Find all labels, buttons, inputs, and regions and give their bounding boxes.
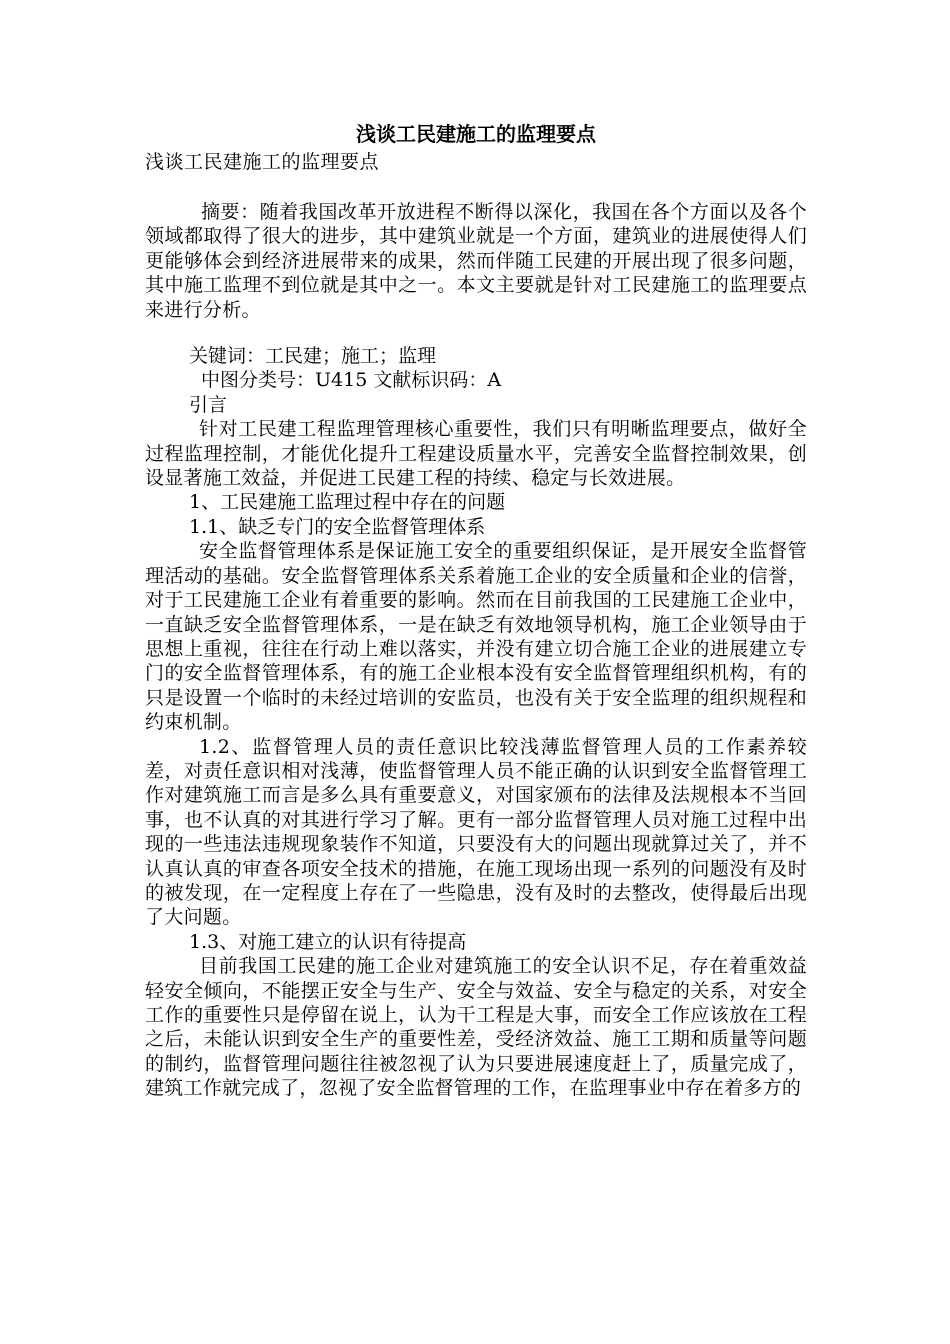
section-1-1-paragraph: 安全监督管理体系是保证施工安全的重要组织保证，是开展安全监督管理活动的基础。安全监督管理体系关系着施工企业的安全质量和企业的信誉，对于工民建施工企业有着重要的影响。然而在目前我国的工民建施工企业中，一直缺乏安全监督管理体系，一是在缺乏有效地领导机构，施工企业领导由于思想上重视，往往在行动上难以落实，并没有建立切合施工企业的进展建立专门的安全监督管理体系，有的施工企业根本没有安全监督管理组织机构，有的只是设置一个临时的未经过培训的安监员，也没有关于安全监理的组织规程和约束机制。 [145, 540, 807, 734]
abstract-paragraph: 摘要：随着我国改革开放进程不断得以深化，我国在各个方面以及各个领域都取得了很大的进步，其中建筑业就是一个方面，建筑业的进展使得人们更能够体会到经济进展带来的成果，然而伴随工民建的开展出现了很多问题，其中施工监理不到位就是其中之一。本文主要就是针对工民建施工的监理要点来进行分析。 [145, 201, 807, 321]
intro-heading: 引言 [189, 393, 228, 416]
document-title: 浅谈工民建施工的监理要点 [356, 122, 596, 146]
document-subtitle: 浅谈工民建施工的监理要点 [145, 151, 380, 173]
intro-paragraph: 针对工民建工程监理管理核心重要性，我们只有明晰监理要点，做好全过程监理控制，才能优化提升工程建设质量水平，完善安全监督控制效果，创设显著施工效益，并促进工民建工程的持续、稳定与长效进展。 [145, 418, 807, 490]
spacer [145, 322, 807, 344]
section-1-3-paragraph: 目前我国工民建的施工企业对建筑施工的安全认识不足，存在着重效益轻安全倾向，不能摆正安全与生产、安全与效益、安全与稳定的关系，对安全工作的重要性只是停留在说上，认为干工程是大事，而安全工作应该放在工程之后，未能认识到安全生产的重要性差，受经济效益、施工工期和质量等问题的制约，监督管理问题往往被忽视了认为只要进展速度赶上了，质量完成了，建筑工作就完成了，忽视了安全监督管理的工作，在监理事业中存在着多方的 [145, 955, 807, 1100]
keywords-line: 关键词：工民建；施工；监理 [189, 345, 437, 368]
section-1-1-heading: 1.1、缺乏专门的安全监督管理体系 [189, 515, 486, 538]
classification-line: 中图分类号：U415 文献标识码：A [201, 369, 502, 392]
document-page [145, 118, 807, 1101]
spacer [145, 174, 807, 200]
section-1-heading: 1、工民建施工监理过程中存在的问题 [189, 491, 506, 514]
section-1-3-heading: 1.3、对施工建立的认识有待提高 [189, 930, 467, 953]
section-1-2-paragraph: 1.2、监督管理人员的责任意识比较浅薄监督管理人员的工作素养较差，对责任意识相对浅薄，使监督管理人员不能正确的认识到安全监督管理工作对建筑施工而言是多么具有重要意义，对国家颁布的法律及法规根本不当回事，也不认真的对其进行学习了解。更有一部分监督管理人员对施工过程中出现的一些违法违规现象装作不知道，只要没有大的问题出现就算过关了，并不认真认真的审查各项安全技术的措施，在施工现场出现一系列的问题没有及时的被发现，在一定程度上存在了一些隐患，没有及时的去整改，使得最后出现了大问题。 [145, 735, 807, 929]
